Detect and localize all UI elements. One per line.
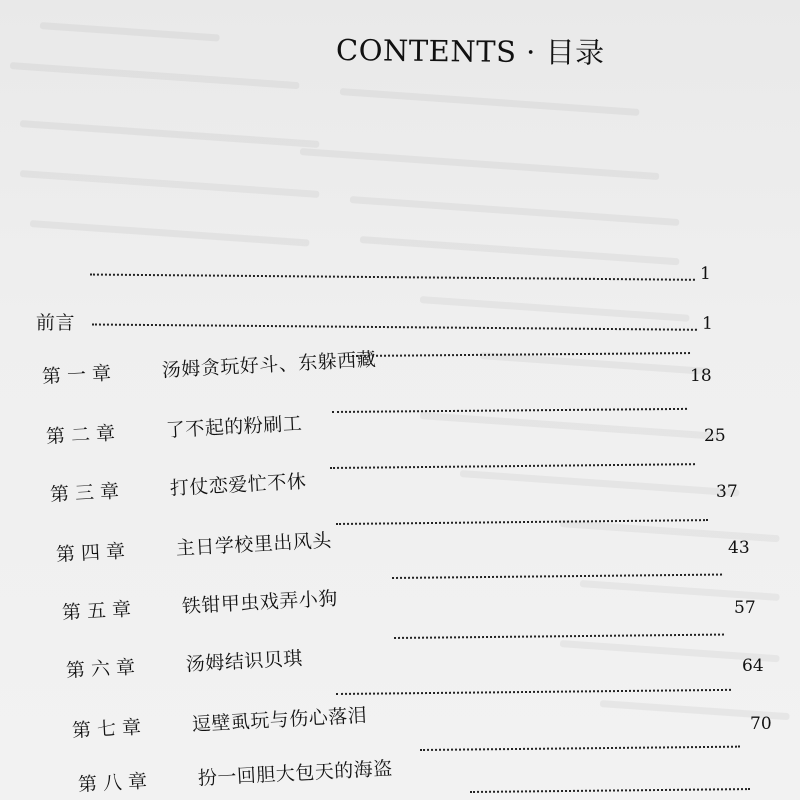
toc-entry-chapter-8-leader — [420, 729, 750, 762]
toc-entry-chapter-6-pagenum — [734, 596, 774, 626]
dot-leader — [392, 574, 722, 579]
page-title: CONTENTS · 目录 — [335, 33, 605, 70]
toc-entry-chapter-3-pagenum — [704, 424, 744, 454]
dot-leader — [332, 408, 687, 413]
chapter-number: 第 四 章 — [55, 540, 126, 566]
dot-leader — [90, 274, 695, 281]
page-number: 25 — [704, 426, 726, 446]
toc-entry-chapter-2-leader — [332, 391, 722, 424]
dot-leader — [394, 634, 724, 639]
chapter-number: 第 一 章 — [41, 362, 112, 388]
dot-leader — [470, 788, 750, 793]
entry-title: 打仗恋爱忙不休 — [169, 470, 307, 500]
toc-entry-chapter-4-pagenum — [716, 480, 756, 510]
page-number: 1 — [699, 263, 711, 284]
page-number: 1 — [701, 313, 713, 334]
toc-entry-unlabeled — [30, 256, 710, 292]
toc-entry-chapter-1-leader — [352, 335, 732, 368]
chapter-number: 第 五 章 — [61, 598, 132, 624]
dot-leader — [336, 689, 731, 695]
entry-title: 铁钳甲虫戏弄小狗 — [181, 587, 339, 618]
toc-entry-chapter-4-leader — [336, 502, 736, 536]
page-number: 57 — [734, 598, 756, 618]
toc-entry-chapter-6-leader — [394, 616, 734, 650]
chapter-number: 第 三 章 — [49, 480, 120, 506]
page-number: 70 — [750, 714, 772, 734]
chapter-number: 第 六 章 — [65, 656, 136, 682]
entry-title: 汤姆贪玩好斗、东躲西藏 — [161, 348, 377, 382]
toc-entry-chapter-5-leader — [392, 556, 732, 590]
toc-entry-chapter-7-pagenum — [742, 654, 782, 684]
entry-title: 汤姆结识贝琪 — [185, 647, 304, 676]
dot-leader — [420, 746, 740, 751]
page-number: 18 — [690, 366, 712, 386]
dot-leader — [336, 519, 708, 525]
toc-entry-chapter-9-leader — [470, 771, 770, 800]
toc-entry-chapter-3-leader — [330, 446, 730, 480]
chapter-number: 第 八 章 — [77, 770, 148, 796]
toc-entry-chapter-8-pagenum — [750, 712, 790, 742]
toc-entry-chapter-5-pagenum — [728, 536, 768, 566]
page-number: 37 — [716, 482, 738, 502]
entry-title: 前言 — [35, 312, 76, 335]
entry-title: 主日学校里出风头 — [175, 529, 333, 560]
dot-leader — [330, 463, 695, 469]
chapter-number: 第 二 章 — [45, 422, 116, 448]
page-number: 64 — [742, 656, 764, 676]
page-number: 43 — [728, 538, 750, 558]
chapter-number: 第 七 章 — [71, 716, 142, 742]
entry-title: 了不起的粉刷工 — [165, 412, 303, 442]
dot-leader — [352, 352, 690, 357]
entry-title: 扮一回胆大包天的海盗 — [197, 757, 394, 790]
toc-entry-chapter-7-leader — [336, 672, 736, 706]
entry-title: 逗壁虱玩与伤心落泪 — [191, 704, 368, 736]
